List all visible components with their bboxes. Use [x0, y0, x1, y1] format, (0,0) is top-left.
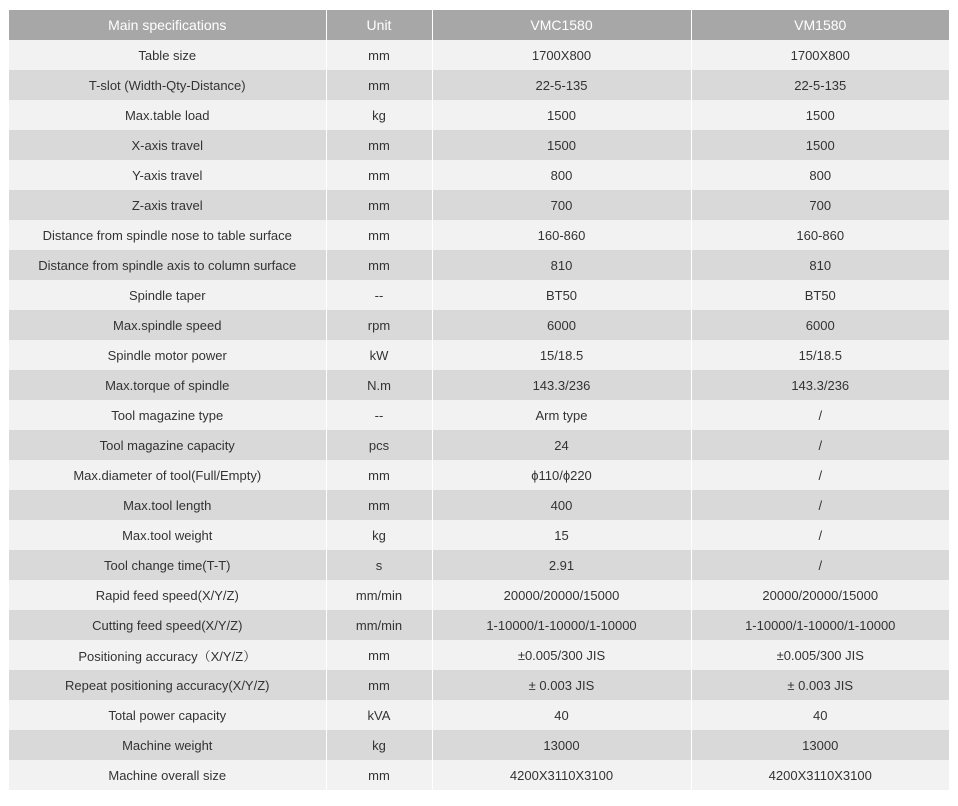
table-row	[9, 310, 949, 340]
vmc1580-value-cell: 400	[432, 490, 691, 520]
spec-name-cell: Total power capacity	[9, 700, 326, 730]
vm1580-value-cell: 800	[691, 160, 949, 190]
specifications-table	[9, 10, 949, 790]
unit-cell: mm	[326, 130, 432, 160]
vm1580-value-cell: 700	[691, 190, 949, 220]
table-header	[9, 10, 949, 40]
spec-name-cell: Y-axis travel	[9, 160, 326, 190]
unit-cell: kg	[326, 520, 432, 550]
table-row	[9, 160, 949, 190]
vm1580-value-cell: 143.3/236	[691, 370, 949, 400]
unit-cell: --	[326, 400, 432, 430]
vmc1580-value-cell: 160-860	[432, 220, 691, 250]
spec-name-cell: Spindle motor power	[9, 340, 326, 370]
table-body	[9, 40, 949, 790]
vmc1580-value-cell: ± 0.003 JIS	[432, 670, 691, 700]
vmc1580-value-cell: 24	[432, 430, 691, 460]
spec-name-cell: Machine weight	[9, 730, 326, 760]
vm1580-value-cell: /	[691, 520, 949, 550]
vmc1580-value-cell: 1700X800	[432, 40, 691, 70]
header-model-vmc1580: VMC1580	[432, 10, 691, 40]
vm1580-value-cell: 1500	[691, 130, 949, 160]
spec-name-cell: Max.table load	[9, 100, 326, 130]
vmc1580-value-cell: 143.3/236	[432, 370, 691, 400]
table-row	[9, 400, 949, 430]
table-row	[9, 100, 949, 130]
vmc1580-value-cell: 800	[432, 160, 691, 190]
vmc1580-value-cell: ϕ110/ϕ220	[432, 460, 691, 490]
unit-cell: kg	[326, 730, 432, 760]
vm1580-value-cell: ± 0.003 JIS	[691, 670, 949, 700]
vm1580-value-cell: 4200X3110X3100	[691, 760, 949, 790]
spec-name-cell: Max.tool weight	[9, 520, 326, 550]
table-row	[9, 430, 949, 460]
vm1580-value-cell: /	[691, 430, 949, 460]
unit-cell: mm	[326, 160, 432, 190]
spec-name-cell: Repeat positioning accuracy(X/Y/Z)	[9, 670, 326, 700]
unit-cell: rpm	[326, 310, 432, 340]
unit-cell: mm	[326, 490, 432, 520]
table-row	[9, 610, 949, 640]
spec-name-cell: Distance from spindle axis to column surface	[9, 250, 326, 280]
table-row	[9, 130, 949, 160]
table-row	[9, 700, 949, 730]
unit-cell: mm	[326, 670, 432, 700]
unit-cell: kW	[326, 340, 432, 370]
unit-cell: mm	[326, 190, 432, 220]
spec-name-cell: Spindle taper	[9, 280, 326, 310]
vmc1580-value-cell: 1500	[432, 100, 691, 130]
table-row	[9, 40, 949, 70]
vmc1580-value-cell: 22-5-135	[432, 70, 691, 100]
spec-name-cell: Machine overall size	[9, 760, 326, 790]
header-unit: Unit	[326, 10, 432, 40]
vmc1580-value-cell: 15/18.5	[432, 340, 691, 370]
unit-cell: pcs	[326, 430, 432, 460]
table-row	[9, 760, 949, 790]
vmc1580-value-cell: 4200X3110X3100	[432, 760, 691, 790]
vm1580-value-cell: BT50	[691, 280, 949, 310]
vmc1580-value-cell: 810	[432, 250, 691, 280]
unit-cell: mm/min	[326, 610, 432, 640]
vmc1580-value-cell: 700	[432, 190, 691, 220]
vm1580-value-cell: 1500	[691, 100, 949, 130]
spec-name-cell: Table size	[9, 40, 326, 70]
vm1580-value-cell: /	[691, 550, 949, 580]
unit-cell: mm/min	[326, 580, 432, 610]
vm1580-value-cell: 160-860	[691, 220, 949, 250]
spec-name-cell: T-slot (Width-Qty-Distance)	[9, 70, 326, 100]
table-row	[9, 250, 949, 280]
spec-name-cell: X-axis travel	[9, 130, 326, 160]
unit-cell: s	[326, 550, 432, 580]
unit-cell: mm	[326, 250, 432, 280]
unit-cell: mm	[326, 760, 432, 790]
vmc1580-value-cell: BT50	[432, 280, 691, 310]
vm1580-value-cell: 6000	[691, 310, 949, 340]
table-row	[9, 70, 949, 100]
vm1580-value-cell: /	[691, 460, 949, 490]
vm1580-value-cell: ±0.005/300 JIS	[691, 640, 949, 670]
vm1580-value-cell: 1-10000/1-10000/1-10000	[691, 610, 949, 640]
spec-name-cell: Max.torque of spindle	[9, 370, 326, 400]
vmc1580-value-cell: 2.91	[432, 550, 691, 580]
vmc1580-value-cell: Arm type	[432, 400, 691, 430]
spec-name-cell: Max.tool length	[9, 490, 326, 520]
vm1580-value-cell: 22-5-135	[691, 70, 949, 100]
vmc1580-value-cell: 40	[432, 700, 691, 730]
unit-cell: mm	[326, 70, 432, 100]
vm1580-value-cell: /	[691, 400, 949, 430]
unit-cell: mm	[326, 460, 432, 490]
vm1580-value-cell: 1700X800	[691, 40, 949, 70]
spec-name-cell: Tool change time(T-T)	[9, 550, 326, 580]
spec-name-cell: Max.spindle speed	[9, 310, 326, 340]
vmc1580-value-cell: 15	[432, 520, 691, 550]
table-row	[9, 520, 949, 550]
header-spec: Main specifications	[9, 10, 326, 40]
unit-cell: --	[326, 280, 432, 310]
table-row	[9, 670, 949, 700]
spec-name-cell: Positioning accuracy（X/Y/Z）	[9, 640, 326, 670]
table-row	[9, 640, 949, 670]
table-row	[9, 580, 949, 610]
unit-cell: mm	[326, 40, 432, 70]
table-row	[9, 460, 949, 490]
table-row	[9, 280, 949, 310]
spec-name-cell: Cutting feed speed(X/Y/Z)	[9, 610, 326, 640]
spec-name-cell: Distance from spindle nose to table surface	[9, 220, 326, 250]
vmc1580-value-cell: 6000	[432, 310, 691, 340]
spec-name-cell: Max.diameter of tool(Full/Empty)	[9, 460, 326, 490]
vmc1580-value-cell: 1500	[432, 130, 691, 160]
vm1580-value-cell: 20000/20000/15000	[691, 580, 949, 610]
vm1580-value-cell: 15/18.5	[691, 340, 949, 370]
unit-cell: mm	[326, 220, 432, 250]
vmc1580-value-cell: 13000	[432, 730, 691, 760]
header-row	[9, 10, 949, 40]
spec-name-cell: Z-axis travel	[9, 190, 326, 220]
vmc1580-value-cell: 1-10000/1-10000/1-10000	[432, 610, 691, 640]
table-row	[9, 370, 949, 400]
header-model-vm1580: VM1580	[691, 10, 949, 40]
unit-cell: kVA	[326, 700, 432, 730]
unit-cell: N.m	[326, 370, 432, 400]
table-row	[9, 490, 949, 520]
unit-cell: mm	[326, 640, 432, 670]
table-row	[9, 190, 949, 220]
table-row	[9, 220, 949, 250]
table-row	[9, 340, 949, 370]
vm1580-value-cell: /	[691, 490, 949, 520]
vm1580-value-cell: 810	[691, 250, 949, 280]
spec-name-cell: Tool magazine capacity	[9, 430, 326, 460]
vm1580-value-cell: 40	[691, 700, 949, 730]
table-row	[9, 730, 949, 760]
vmc1580-value-cell: ±0.005/300 JIS	[432, 640, 691, 670]
spec-name-cell: Rapid feed speed(X/Y/Z)	[9, 580, 326, 610]
spec-name-cell: Tool magazine type	[9, 400, 326, 430]
vm1580-value-cell: 13000	[691, 730, 949, 760]
vmc1580-value-cell: 20000/20000/15000	[432, 580, 691, 610]
table-row	[9, 550, 949, 580]
unit-cell: kg	[326, 100, 432, 130]
